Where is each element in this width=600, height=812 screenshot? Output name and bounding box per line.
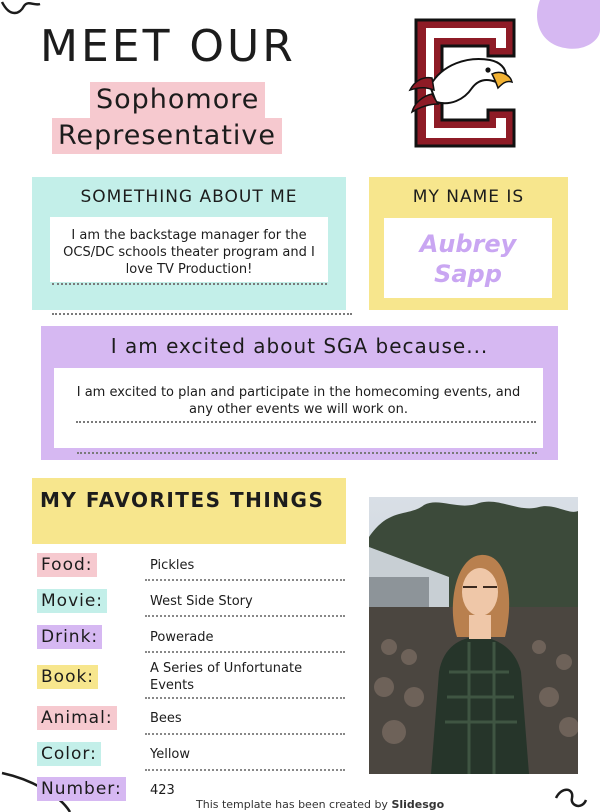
favorite-value-drink: Powerade	[150, 630, 214, 645]
footer-credit	[196, 798, 444, 811]
about-me-card	[32, 177, 346, 310]
favorite-value-food: Pickles	[150, 558, 195, 573]
footer-text: This template has been created by	[196, 798, 388, 811]
subtitle-line-2: Representative	[52, 118, 282, 154]
name-card	[369, 177, 568, 310]
favorite-label-movie: Movie:	[37, 589, 107, 613]
favorite-divider	[145, 769, 345, 771]
favorite-label-animal: Animal:	[37, 706, 117, 730]
favorite-divider	[145, 651, 345, 653]
favorite-divider	[145, 615, 345, 617]
student-photo	[369, 497, 578, 774]
favorite-value-book: A Series of Unfortunate Events	[150, 661, 303, 693]
sga-text: I am excited to plan and participate in the homecoming events, and any other events we will work on.	[76, 385, 521, 417]
favorite-divider	[145, 579, 345, 581]
sga-card	[41, 326, 558, 460]
favorite-label-food: Food:	[37, 553, 97, 577]
favorite-value-color: Yellow	[150, 747, 191, 762]
about-me-text-box	[50, 217, 328, 282]
about-me-bottom-divider	[52, 313, 352, 315]
footer-brand[interactable]: Slidesgo	[391, 798, 445, 811]
favorite-divider	[145, 697, 345, 699]
favorite-value-number: 423	[150, 783, 175, 798]
name-value-box	[384, 218, 552, 298]
favorite-value-movie: West Side Story	[150, 594, 253, 609]
squiggle-bottom-right-decoration	[552, 784, 600, 812]
name-last: Sapp	[434, 260, 502, 288]
about-me-text: I am the backstage manager for the OCS/DC schools theater program and I love TV Production!	[63, 228, 315, 277]
sga-text-box	[54, 368, 543, 448]
name-heading: MY NAME IS	[412, 187, 525, 207]
favorite-label-drink: Drink:	[37, 625, 102, 649]
page-title: MEET OUR	[40, 21, 296, 72]
sga-heading: I am excited about SGA because...	[110, 334, 489, 358]
favorite-label-number: Number:	[37, 777, 126, 801]
sga-divider	[76, 421, 536, 423]
purple-blob-decoration	[530, 0, 600, 55]
name-first: Aubrey	[419, 230, 517, 258]
favorites-heading: MY FAVORITES THINGS	[40, 488, 325, 512]
subtitle-line-1: Sophomore	[90, 82, 265, 118]
about-me-divider	[52, 283, 327, 285]
about-me-heading: SOMETHING ABOUT ME	[80, 187, 298, 207]
favorites-heading-box	[32, 478, 346, 544]
squiggle-top-left-decoration	[0, 0, 60, 20]
favorite-value-animal: Bees	[150, 711, 182, 726]
eagle-logo-icon	[402, 16, 518, 150]
favorite-label-book: Book:	[37, 665, 98, 689]
favorite-divider	[145, 733, 345, 735]
sga-bottom-divider	[77, 452, 537, 454]
favorite-label-color: Color:	[37, 742, 101, 766]
